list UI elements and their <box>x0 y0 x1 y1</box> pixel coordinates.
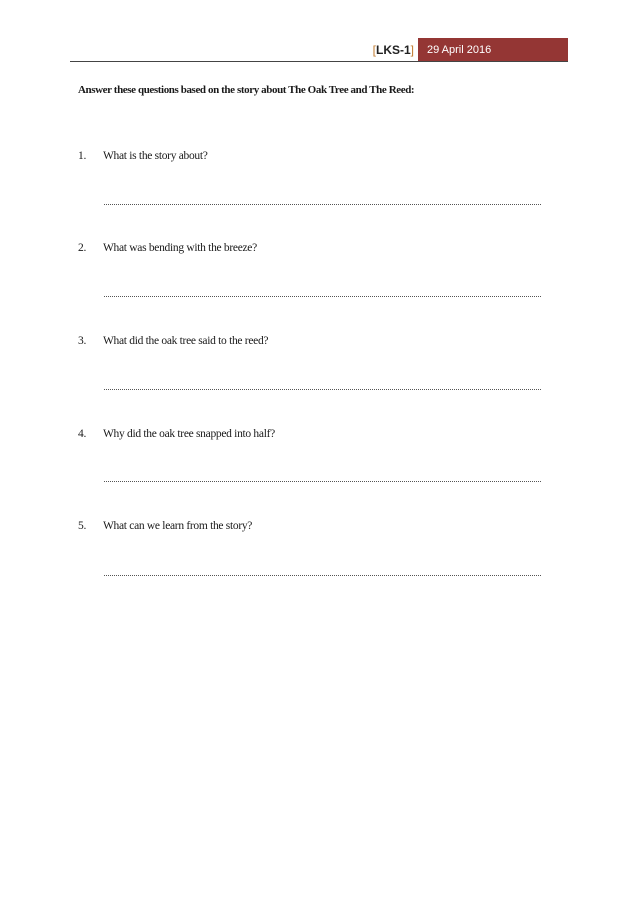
header-divider <box>70 61 568 62</box>
question-number: 1. <box>78 150 87 162</box>
question-number: 2. <box>78 242 87 254</box>
question-text: What is the story about? <box>103 150 208 162</box>
bracket-close: ] <box>410 43 414 57</box>
question-number: 3. <box>78 335 87 347</box>
question-text: Why did the oak tree snapped into half? <box>103 428 275 440</box>
question-number: 5. <box>78 520 87 532</box>
instruction-text: Answer these questions based on the story about The Oak Tree and The Reed: <box>78 84 415 96</box>
worksheet-code <box>360 39 418 61</box>
answer-line[interactable] <box>104 204 541 205</box>
question-text: What was bending with the breeze? <box>103 242 257 254</box>
header-date: 29 April 2016 <box>418 38 568 62</box>
question-number: 4. <box>78 428 87 440</box>
question-text: What can we learn from the story? <box>103 520 253 532</box>
question-text: What did the oak tree said to the reed? <box>103 335 269 347</box>
worksheet-code-label: LKS-1 <box>375 43 411 57</box>
answer-line[interactable] <box>104 481 541 482</box>
bracket-open: [ <box>372 43 376 57</box>
answer-line[interactable] <box>104 389 541 390</box>
answer-line[interactable] <box>104 575 541 576</box>
answer-line[interactable] <box>104 296 541 297</box>
